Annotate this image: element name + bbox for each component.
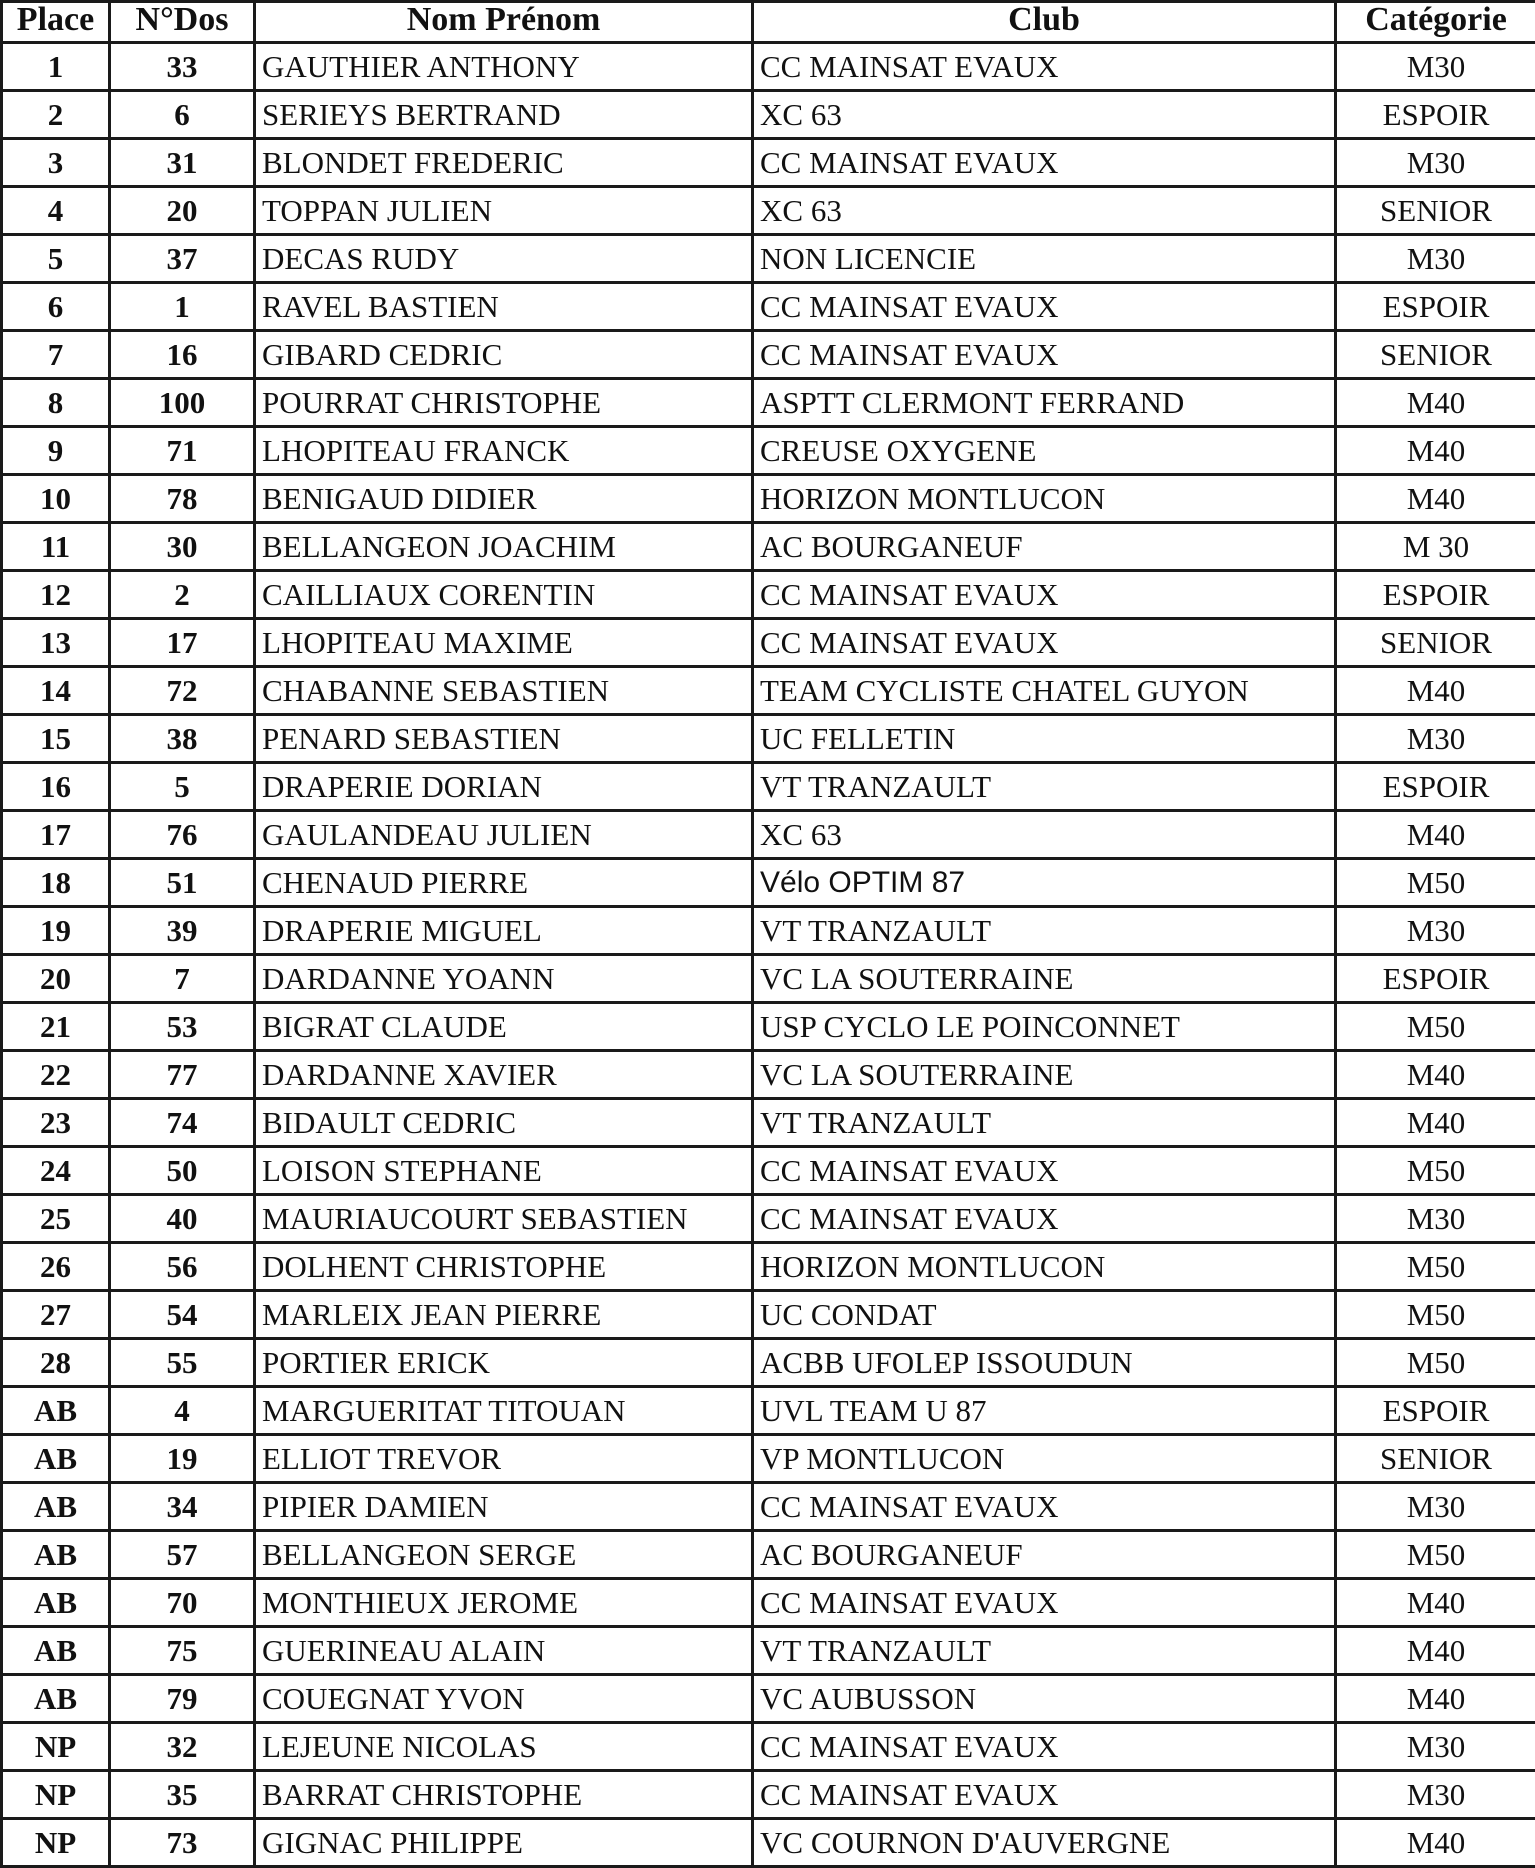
name-cell: COUEGNAT YVON bbox=[255, 1675, 753, 1723]
header-categorie: Catégorie bbox=[1336, 2, 1535, 43]
place-cell: AB bbox=[2, 1675, 110, 1723]
place-cell: AB bbox=[2, 1483, 110, 1531]
place-cell: 20 bbox=[2, 955, 110, 1003]
dossard-cell: 55 bbox=[110, 1339, 255, 1387]
dossard-cell: 34 bbox=[110, 1483, 255, 1531]
results-table-body bbox=[2, 43, 1535, 1867]
table-row bbox=[2, 1483, 1535, 1531]
category-cell: SENIOR bbox=[1336, 619, 1535, 667]
club-cell: XC 63 bbox=[753, 91, 1336, 139]
place-cell: 24 bbox=[2, 1147, 110, 1195]
category-cell: M50 bbox=[1336, 1147, 1535, 1195]
place-cell: NP bbox=[2, 1723, 110, 1771]
name-cell: GUERINEAU ALAIN bbox=[255, 1627, 753, 1675]
place-cell: 21 bbox=[2, 1003, 110, 1051]
header-row bbox=[2, 2, 1535, 43]
table-row bbox=[2, 475, 1535, 523]
dossard-cell: 31 bbox=[110, 139, 255, 187]
name-cell: MARLEIX JEAN PIERRE bbox=[255, 1291, 753, 1339]
club-cell: XC 63 bbox=[753, 811, 1336, 859]
club-cell: VT TRANZAULT bbox=[753, 1099, 1336, 1147]
category-cell: ESPOIR bbox=[1336, 955, 1535, 1003]
table-row bbox=[2, 955, 1535, 1003]
category-cell: M30 bbox=[1336, 715, 1535, 763]
name-cell: MONTHIEUX JEROME bbox=[255, 1579, 753, 1627]
dossard-cell: 1 bbox=[110, 283, 255, 331]
club-cell: NON LICENCIE bbox=[753, 235, 1336, 283]
category-cell: M50 bbox=[1336, 859, 1535, 907]
name-cell: MAURIAUCOURT SEBASTIEN bbox=[255, 1195, 753, 1243]
club-cell: AC BOURGANEUF bbox=[753, 1531, 1336, 1579]
header-dossard: N°Dos bbox=[110, 2, 255, 43]
dossard-cell: 79 bbox=[110, 1675, 255, 1723]
category-cell: SENIOR bbox=[1336, 1435, 1535, 1483]
table-row bbox=[2, 1003, 1535, 1051]
dossard-cell: 40 bbox=[110, 1195, 255, 1243]
place-cell: AB bbox=[2, 1579, 110, 1627]
category-cell: M30 bbox=[1336, 1771, 1535, 1819]
category-cell: M30 bbox=[1336, 139, 1535, 187]
table-row bbox=[2, 43, 1535, 91]
table-row bbox=[2, 1531, 1535, 1579]
dossard-cell: 4 bbox=[110, 1387, 255, 1435]
category-cell: M30 bbox=[1336, 235, 1535, 283]
dossard-cell: 6 bbox=[110, 91, 255, 139]
table-row bbox=[2, 1147, 1535, 1195]
place-cell: 4 bbox=[2, 187, 110, 235]
place-cell: 26 bbox=[2, 1243, 110, 1291]
club-cell: CC MAINSAT EVAUX bbox=[753, 1147, 1336, 1195]
club-cell: UVL TEAM U 87 bbox=[753, 1387, 1336, 1435]
club-cell: AC BOURGANEUF bbox=[753, 523, 1336, 571]
dossard-cell: 57 bbox=[110, 1531, 255, 1579]
table-row bbox=[2, 1435, 1535, 1483]
table-row bbox=[2, 1627, 1535, 1675]
dossard-cell: 56 bbox=[110, 1243, 255, 1291]
dossard-cell: 50 bbox=[110, 1147, 255, 1195]
place-cell: AB bbox=[2, 1627, 110, 1675]
name-cell: PIPIER DAMIEN bbox=[255, 1483, 753, 1531]
category-cell: M40 bbox=[1336, 1099, 1535, 1147]
name-cell: CHENAUD PIERRE bbox=[255, 859, 753, 907]
dossard-cell: 35 bbox=[110, 1771, 255, 1819]
name-cell: LOISON STEPHANE bbox=[255, 1147, 753, 1195]
header-club: Club bbox=[753, 2, 1336, 43]
table-row bbox=[2, 811, 1535, 859]
name-cell: RAVEL BASTIEN bbox=[255, 283, 753, 331]
dossard-cell: 72 bbox=[110, 667, 255, 715]
table-row bbox=[2, 1195, 1535, 1243]
category-cell: M50 bbox=[1336, 1339, 1535, 1387]
category-cell: M40 bbox=[1336, 1675, 1535, 1723]
club-cell: VT TRANZAULT bbox=[753, 1627, 1336, 1675]
table-row bbox=[2, 379, 1535, 427]
place-cell: 25 bbox=[2, 1195, 110, 1243]
club-cell: CC MAINSAT EVAUX bbox=[753, 1771, 1336, 1819]
table-row bbox=[2, 1051, 1535, 1099]
dossard-cell: 74 bbox=[110, 1099, 255, 1147]
dossard-cell: 5 bbox=[110, 763, 255, 811]
place-cell: 8 bbox=[2, 379, 110, 427]
name-cell: DARDANNE XAVIER bbox=[255, 1051, 753, 1099]
name-cell: BARRAT CHRISTOPHE bbox=[255, 1771, 753, 1819]
club-cell: XC 63 bbox=[753, 187, 1336, 235]
category-cell: M50 bbox=[1336, 1291, 1535, 1339]
category-cell: M50 bbox=[1336, 1243, 1535, 1291]
name-cell: GIGNAC PHILIPPE bbox=[255, 1819, 753, 1867]
name-cell: GAULANDEAU JULIEN bbox=[255, 811, 753, 859]
category-cell: M30 bbox=[1336, 43, 1535, 91]
name-cell: CHABANNE SEBASTIEN bbox=[255, 667, 753, 715]
table-row bbox=[2, 283, 1535, 331]
dossard-cell: 37 bbox=[110, 235, 255, 283]
dossard-cell: 76 bbox=[110, 811, 255, 859]
club-cell: VP MONTLUCON bbox=[753, 1435, 1336, 1483]
club-cell: CC MAINSAT EVAUX bbox=[753, 283, 1336, 331]
place-cell: 23 bbox=[2, 1099, 110, 1147]
club-cell: VC LA SOUTERRAINE bbox=[753, 1051, 1336, 1099]
dossard-cell: 51 bbox=[110, 859, 255, 907]
table-row bbox=[2, 523, 1535, 571]
place-cell: 12 bbox=[2, 571, 110, 619]
table-row bbox=[2, 331, 1535, 379]
table-row bbox=[2, 1819, 1535, 1867]
results-table-header bbox=[2, 2, 1535, 43]
dossard-cell: 39 bbox=[110, 907, 255, 955]
table-row bbox=[2, 1723, 1535, 1771]
place-cell: 14 bbox=[2, 667, 110, 715]
header-nom-prenom: Nom Prénom bbox=[255, 2, 753, 43]
place-cell: 3 bbox=[2, 139, 110, 187]
table-row bbox=[2, 1099, 1535, 1147]
place-cell: AB bbox=[2, 1531, 110, 1579]
club-cell: VT TRANZAULT bbox=[753, 907, 1336, 955]
category-cell: M40 bbox=[1336, 667, 1535, 715]
club-cell: Vélo OPTIM 87 bbox=[753, 859, 1336, 907]
table-row bbox=[2, 907, 1535, 955]
place-cell: 18 bbox=[2, 859, 110, 907]
category-cell: M40 bbox=[1336, 1051, 1535, 1099]
table-row bbox=[2, 1675, 1535, 1723]
name-cell: DRAPERIE DORIAN bbox=[255, 763, 753, 811]
name-cell: DECAS RUDY bbox=[255, 235, 753, 283]
name-cell: BELLANGEON SERGE bbox=[255, 1531, 753, 1579]
table-row bbox=[2, 571, 1535, 619]
dossard-cell: 77 bbox=[110, 1051, 255, 1099]
name-cell: ELLIOT TREVOR bbox=[255, 1435, 753, 1483]
category-cell: M30 bbox=[1336, 1195, 1535, 1243]
place-cell: 27 bbox=[2, 1291, 110, 1339]
dossard-cell: 2 bbox=[110, 571, 255, 619]
club-cell: HORIZON MONTLUCON bbox=[753, 475, 1336, 523]
category-cell: M30 bbox=[1336, 907, 1535, 955]
club-cell: CC MAINSAT EVAUX bbox=[753, 1483, 1336, 1531]
club-cell: UC CONDAT bbox=[753, 1291, 1336, 1339]
category-cell: M40 bbox=[1336, 427, 1535, 475]
table-row bbox=[2, 715, 1535, 763]
place-cell: 2 bbox=[2, 91, 110, 139]
name-cell: BELLANGEON JOACHIM bbox=[255, 523, 753, 571]
dossard-cell: 100 bbox=[110, 379, 255, 427]
dossard-cell: 7 bbox=[110, 955, 255, 1003]
name-cell: TOPPAN JULIEN bbox=[255, 187, 753, 235]
table-row bbox=[2, 1771, 1535, 1819]
club-cell: CC MAINSAT EVAUX bbox=[753, 139, 1336, 187]
name-cell: LHOPITEAU MAXIME bbox=[255, 619, 753, 667]
dossard-cell: 20 bbox=[110, 187, 255, 235]
dossard-cell: 16 bbox=[110, 331, 255, 379]
name-cell: GAUTHIER ANTHONY bbox=[255, 43, 753, 91]
club-cell: UC FELLETIN bbox=[753, 715, 1336, 763]
club-cell: TEAM CYCLISTE CHATEL GUYON bbox=[753, 667, 1336, 715]
category-cell: M40 bbox=[1336, 811, 1535, 859]
category-cell: M30 bbox=[1336, 1723, 1535, 1771]
category-cell: M40 bbox=[1336, 379, 1535, 427]
place-cell: 1 bbox=[2, 43, 110, 91]
club-cell: CC MAINSAT EVAUX bbox=[753, 331, 1336, 379]
place-cell: 28 bbox=[2, 1339, 110, 1387]
club-cell: HORIZON MONTLUCON bbox=[753, 1243, 1336, 1291]
name-cell: DRAPERIE MIGUEL bbox=[255, 907, 753, 955]
category-cell: ESPOIR bbox=[1336, 91, 1535, 139]
table-row bbox=[2, 1243, 1535, 1291]
name-cell: PORTIER ERICK bbox=[255, 1339, 753, 1387]
dossard-cell: 33 bbox=[110, 43, 255, 91]
category-cell: SENIOR bbox=[1336, 331, 1535, 379]
club-cell: CC MAINSAT EVAUX bbox=[753, 1195, 1336, 1243]
category-cell: SENIOR bbox=[1336, 187, 1535, 235]
table-row bbox=[2, 235, 1535, 283]
dossard-cell: 73 bbox=[110, 1819, 255, 1867]
category-cell: M50 bbox=[1336, 1531, 1535, 1579]
place-cell: 13 bbox=[2, 619, 110, 667]
name-cell: LEJEUNE NICOLAS bbox=[255, 1723, 753, 1771]
category-cell: ESPOIR bbox=[1336, 763, 1535, 811]
category-cell: M50 bbox=[1336, 1003, 1535, 1051]
place-cell: 9 bbox=[2, 427, 110, 475]
table-row bbox=[2, 139, 1535, 187]
club-cell: VC COURNON D'AUVERGNE bbox=[753, 1819, 1336, 1867]
dossard-cell: 32 bbox=[110, 1723, 255, 1771]
place-cell: 7 bbox=[2, 331, 110, 379]
category-cell: ESPOIR bbox=[1336, 283, 1535, 331]
name-cell: LHOPITEAU FRANCK bbox=[255, 427, 753, 475]
club-cell: CC MAINSAT EVAUX bbox=[753, 571, 1336, 619]
name-cell: BLONDET FREDERIC bbox=[255, 139, 753, 187]
name-cell: DARDANNE YOANN bbox=[255, 955, 753, 1003]
dossard-cell: 75 bbox=[110, 1627, 255, 1675]
club-cell: CREUSE OXYGENE bbox=[753, 427, 1336, 475]
club-cell: USP CYCLO LE POINCONNET bbox=[753, 1003, 1336, 1051]
name-cell: PENARD SEBASTIEN bbox=[255, 715, 753, 763]
place-cell: NP bbox=[2, 1819, 110, 1867]
table-row bbox=[2, 1387, 1535, 1435]
place-cell: 10 bbox=[2, 475, 110, 523]
name-cell: BENIGAUD DIDIER bbox=[255, 475, 753, 523]
club-cell: VT TRANZAULT bbox=[753, 763, 1336, 811]
place-cell: 6 bbox=[2, 283, 110, 331]
place-cell: 5 bbox=[2, 235, 110, 283]
name-cell: MARGUERITAT TITOUAN bbox=[255, 1387, 753, 1435]
category-cell: ESPOIR bbox=[1336, 571, 1535, 619]
place-cell: 19 bbox=[2, 907, 110, 955]
place-cell: 22 bbox=[2, 1051, 110, 1099]
table-row bbox=[2, 667, 1535, 715]
place-cell: AB bbox=[2, 1435, 110, 1483]
club-cell: VC LA SOUTERRAINE bbox=[753, 955, 1336, 1003]
table-row bbox=[2, 763, 1535, 811]
dossard-cell: 19 bbox=[110, 1435, 255, 1483]
place-cell: 17 bbox=[2, 811, 110, 859]
category-cell: M30 bbox=[1336, 1483, 1535, 1531]
club-cell: CC MAINSAT EVAUX bbox=[753, 619, 1336, 667]
dossard-cell: 53 bbox=[110, 1003, 255, 1051]
name-cell: GIBARD CEDRIC bbox=[255, 331, 753, 379]
name-cell: SERIEYS BERTRAND bbox=[255, 91, 753, 139]
place-cell: 16 bbox=[2, 763, 110, 811]
table-row bbox=[2, 619, 1535, 667]
category-cell: M40 bbox=[1336, 1627, 1535, 1675]
category-cell: ESPOIR bbox=[1336, 1387, 1535, 1435]
club-cell: ASPTT CLERMONT FERRAND bbox=[753, 379, 1336, 427]
table-row bbox=[2, 1339, 1535, 1387]
name-cell: DOLHENT CHRISTOPHE bbox=[255, 1243, 753, 1291]
club-cell: CC MAINSAT EVAUX bbox=[753, 1579, 1336, 1627]
dossard-cell: 71 bbox=[110, 427, 255, 475]
name-cell: BIDAULT CEDRIC bbox=[255, 1099, 753, 1147]
place-cell: 11 bbox=[2, 523, 110, 571]
name-cell: POURRAT CHRISTOPHE bbox=[255, 379, 753, 427]
place-cell: AB bbox=[2, 1387, 110, 1435]
dossard-cell: 30 bbox=[110, 523, 255, 571]
club-cell: CC MAINSAT EVAUX bbox=[753, 1723, 1336, 1771]
table-row bbox=[2, 187, 1535, 235]
header-place: Place bbox=[2, 2, 110, 43]
dossard-cell: 70 bbox=[110, 1579, 255, 1627]
dossard-cell: 38 bbox=[110, 715, 255, 763]
club-cell: VC AUBUSSON bbox=[753, 1675, 1336, 1723]
table-row bbox=[2, 91, 1535, 139]
dossard-cell: 78 bbox=[110, 475, 255, 523]
category-cell: M40 bbox=[1336, 1819, 1535, 1867]
table-row bbox=[2, 427, 1535, 475]
category-cell: M40 bbox=[1336, 1579, 1535, 1627]
category-cell: M40 bbox=[1336, 475, 1535, 523]
table-row bbox=[2, 859, 1535, 907]
table-row bbox=[2, 1579, 1535, 1627]
club-cell: CC MAINSAT EVAUX bbox=[753, 43, 1336, 91]
dossard-cell: 17 bbox=[110, 619, 255, 667]
category-cell: M 30 bbox=[1336, 523, 1535, 571]
club-cell: ACBB UFOLEP ISSOUDUN bbox=[753, 1339, 1336, 1387]
place-cell: NP bbox=[2, 1771, 110, 1819]
table-row bbox=[2, 1291, 1535, 1339]
dossard-cell: 54 bbox=[110, 1291, 255, 1339]
place-cell: 15 bbox=[2, 715, 110, 763]
name-cell: CAILLIAUX CORENTIN bbox=[255, 571, 753, 619]
name-cell: BIGRAT CLAUDE bbox=[255, 1003, 753, 1051]
